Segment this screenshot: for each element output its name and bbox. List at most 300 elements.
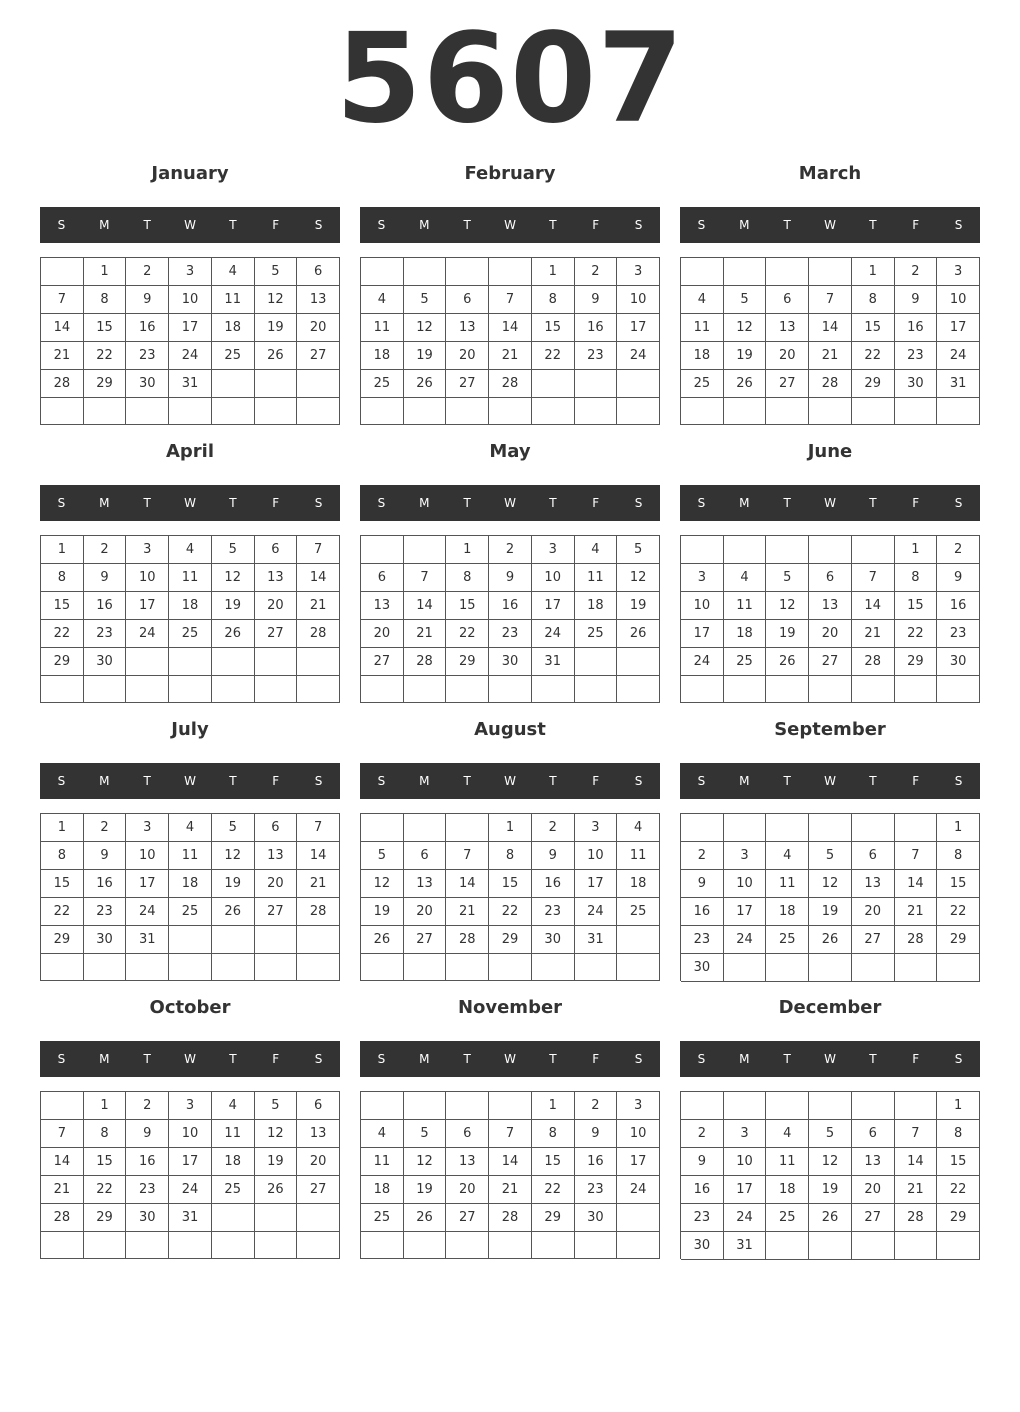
day-cell: 17 xyxy=(126,870,169,898)
weekday-label: F xyxy=(592,218,600,232)
day-cell: 5 xyxy=(404,286,447,314)
day-cell: 11 xyxy=(724,592,767,620)
day-cell xyxy=(681,398,724,425)
day-cell: 20 xyxy=(852,898,895,926)
weekday-label: M xyxy=(419,1052,430,1066)
weekday-label: F xyxy=(912,774,920,788)
day-cell: 20 xyxy=(766,342,809,370)
day-cell xyxy=(895,954,938,982)
day-cell: 26 xyxy=(724,370,767,398)
day-cell xyxy=(361,536,404,564)
day-cell: 28 xyxy=(41,370,84,398)
day-cell: 31 xyxy=(724,1232,767,1260)
day-cell: 25 xyxy=(212,1176,255,1204)
day-cell: 5 xyxy=(404,1120,447,1148)
weekday-label: W xyxy=(184,774,196,788)
day-cell xyxy=(809,398,852,425)
day-cell: 18 xyxy=(681,342,724,370)
day-cell: 1 xyxy=(532,258,575,286)
day-cell: 28 xyxy=(297,620,340,648)
day-cell xyxy=(41,1092,84,1120)
day-cell: 9 xyxy=(575,286,618,314)
day-cell xyxy=(126,648,169,676)
day-cell xyxy=(766,1092,809,1120)
days-grid xyxy=(680,257,980,425)
day-cell: 23 xyxy=(937,620,980,648)
day-cell: 20 xyxy=(297,1148,340,1176)
day-cell: 20 xyxy=(446,342,489,370)
day-cell xyxy=(255,370,298,398)
weekday-label: T xyxy=(229,1052,237,1066)
day-cell xyxy=(852,536,895,564)
weekday-label: W xyxy=(504,218,516,232)
day-cell: 23 xyxy=(681,926,724,954)
day-cell: 22 xyxy=(446,620,489,648)
day-cell xyxy=(809,258,852,286)
day-cell: 1 xyxy=(41,536,84,564)
weekday-label: M xyxy=(739,1052,750,1066)
days-grid xyxy=(680,813,980,981)
day-cell xyxy=(255,954,298,981)
month-name: August xyxy=(474,719,546,740)
day-cell xyxy=(169,926,212,954)
weekday-label: S xyxy=(314,496,323,510)
weekday-label: W xyxy=(504,496,516,510)
day-cell: 30 xyxy=(126,370,169,398)
day-cell xyxy=(489,954,532,981)
day-cell: 18 xyxy=(212,314,255,342)
day-cell: 24 xyxy=(169,342,212,370)
day-cell xyxy=(895,1232,938,1260)
day-cell: 17 xyxy=(532,592,575,620)
day-cell: 30 xyxy=(681,1232,724,1260)
day-cell: 13 xyxy=(255,842,298,870)
day-cell xyxy=(404,676,447,703)
day-cell: 2 xyxy=(895,258,938,286)
month-name: March xyxy=(798,163,862,184)
day-cell: 13 xyxy=(852,1148,895,1176)
day-cell: 2 xyxy=(84,814,127,842)
day-cell: 17 xyxy=(169,314,212,342)
day-cell: 14 xyxy=(297,842,340,870)
day-cell xyxy=(361,398,404,425)
weekday-label: T xyxy=(783,1052,791,1066)
day-cell: 15 xyxy=(84,1148,127,1176)
weekday-label: T xyxy=(229,496,237,510)
day-cell: 26 xyxy=(212,898,255,926)
weekday-header xyxy=(680,207,980,243)
day-cell: 25 xyxy=(169,898,212,926)
day-cell: 13 xyxy=(361,592,404,620)
day-cell: 1 xyxy=(937,1092,980,1120)
day-cell: 28 xyxy=(895,926,938,954)
day-cell: 7 xyxy=(895,842,938,870)
day-cell xyxy=(724,536,767,564)
day-cell: 19 xyxy=(255,314,298,342)
day-cell: 8 xyxy=(446,564,489,592)
day-cell: 31 xyxy=(126,926,169,954)
day-cell xyxy=(532,1232,575,1259)
day-cell: 30 xyxy=(895,370,938,398)
day-cell: 31 xyxy=(169,1204,212,1232)
day-cell xyxy=(169,398,212,425)
day-cell: 18 xyxy=(766,1176,809,1204)
day-cell: 1 xyxy=(852,258,895,286)
day-cell: 15 xyxy=(852,314,895,342)
day-cell xyxy=(361,1232,404,1259)
weekday-label: T xyxy=(549,774,557,788)
day-cell xyxy=(84,954,127,981)
day-cell: 7 xyxy=(895,1120,938,1148)
day-cell xyxy=(255,676,298,703)
day-cell: 26 xyxy=(404,370,447,398)
day-cell xyxy=(809,954,852,982)
day-cell: 12 xyxy=(255,1120,298,1148)
day-cell: 26 xyxy=(255,342,298,370)
day-cell: 3 xyxy=(724,1120,767,1148)
day-cell xyxy=(169,954,212,981)
weekday-header xyxy=(680,763,980,799)
day-cell: 26 xyxy=(809,1204,852,1232)
day-cell: 12 xyxy=(809,870,852,898)
day-cell: 29 xyxy=(446,648,489,676)
day-cell xyxy=(126,398,169,425)
day-cell: 21 xyxy=(852,620,895,648)
day-cell: 21 xyxy=(489,342,532,370)
day-cell: 15 xyxy=(895,592,938,620)
day-cell: 16 xyxy=(84,870,127,898)
weekday-label: T xyxy=(549,1052,557,1066)
weekday-label: S xyxy=(634,218,643,232)
day-cell: 12 xyxy=(255,286,298,314)
month-name: January xyxy=(151,163,229,184)
day-cell xyxy=(84,398,127,425)
day-cell: 22 xyxy=(937,898,980,926)
day-cell xyxy=(41,676,84,703)
day-cell: 2 xyxy=(532,814,575,842)
day-cell: 12 xyxy=(617,564,660,592)
day-cell: 9 xyxy=(489,564,532,592)
weekday-label: T xyxy=(143,218,151,232)
day-cell: 19 xyxy=(212,870,255,898)
weekday-label: M xyxy=(99,496,110,510)
day-cell xyxy=(212,926,255,954)
day-cell: 8 xyxy=(489,842,532,870)
day-cell: 10 xyxy=(724,870,767,898)
day-cell xyxy=(212,1232,255,1259)
day-cell xyxy=(617,926,660,954)
day-cell xyxy=(681,536,724,564)
day-cell: 15 xyxy=(489,870,532,898)
day-cell: 26 xyxy=(766,648,809,676)
day-cell xyxy=(84,676,127,703)
day-cell: 29 xyxy=(84,370,127,398)
day-cell: 11 xyxy=(212,286,255,314)
day-cell: 4 xyxy=(681,286,724,314)
day-cell: 24 xyxy=(724,926,767,954)
weekday-label: W xyxy=(504,1052,516,1066)
day-cell: 10 xyxy=(532,564,575,592)
day-cell: 5 xyxy=(724,286,767,314)
day-cell xyxy=(575,398,618,425)
day-cell: 7 xyxy=(809,286,852,314)
day-cell: 13 xyxy=(297,1120,340,1148)
day-cell: 26 xyxy=(617,620,660,648)
day-cell: 23 xyxy=(84,620,127,648)
day-cell: 29 xyxy=(41,926,84,954)
day-cell: 7 xyxy=(41,1120,84,1148)
day-cell: 23 xyxy=(895,342,938,370)
day-cell: 25 xyxy=(361,1204,404,1232)
day-cell xyxy=(575,676,618,703)
day-cell xyxy=(489,1232,532,1259)
day-cell: 14 xyxy=(446,870,489,898)
day-cell: 3 xyxy=(532,536,575,564)
day-cell: 19 xyxy=(361,898,404,926)
day-cell: 15 xyxy=(532,1148,575,1176)
day-cell: 9 xyxy=(532,842,575,870)
day-cell xyxy=(404,1092,447,1120)
day-cell xyxy=(297,398,340,425)
day-cell: 20 xyxy=(297,314,340,342)
day-cell xyxy=(255,648,298,676)
day-cell: 22 xyxy=(41,620,84,648)
day-cell: 25 xyxy=(212,342,255,370)
weekday-label: W xyxy=(824,496,836,510)
weekday-label: M xyxy=(419,218,430,232)
day-cell: 29 xyxy=(852,370,895,398)
day-cell: 20 xyxy=(255,870,298,898)
weekday-label: T xyxy=(229,218,237,232)
day-cell xyxy=(617,1232,660,1259)
day-cell: 30 xyxy=(937,648,980,676)
weekday-label: T xyxy=(869,218,877,232)
day-cell xyxy=(617,370,660,398)
day-cell xyxy=(169,648,212,676)
day-cell xyxy=(255,926,298,954)
day-cell xyxy=(404,814,447,842)
day-cell xyxy=(724,1092,767,1120)
day-cell: 12 xyxy=(212,842,255,870)
day-cell: 22 xyxy=(852,342,895,370)
day-cell: 23 xyxy=(681,1204,724,1232)
day-cell: 24 xyxy=(937,342,980,370)
day-cell: 19 xyxy=(617,592,660,620)
day-cell: 29 xyxy=(489,926,532,954)
day-cell: 8 xyxy=(895,564,938,592)
weekday-label: M xyxy=(419,774,430,788)
day-cell: 27 xyxy=(852,1204,895,1232)
days-grid xyxy=(360,257,660,425)
day-cell: 5 xyxy=(809,1120,852,1148)
day-cell: 10 xyxy=(617,286,660,314)
day-cell xyxy=(532,676,575,703)
day-cell: 15 xyxy=(84,314,127,342)
day-cell: 9 xyxy=(126,286,169,314)
day-cell: 5 xyxy=(255,258,298,286)
day-cell: 5 xyxy=(766,564,809,592)
day-cell: 25 xyxy=(575,620,618,648)
day-cell xyxy=(212,398,255,425)
weekday-label: T xyxy=(463,218,471,232)
day-cell: 22 xyxy=(84,1176,127,1204)
day-cell: 12 xyxy=(766,592,809,620)
day-cell: 14 xyxy=(297,564,340,592)
day-cell: 15 xyxy=(41,592,84,620)
day-cell: 10 xyxy=(681,592,724,620)
day-cell: 21 xyxy=(489,1176,532,1204)
day-cell xyxy=(297,370,340,398)
day-cell: 23 xyxy=(489,620,532,648)
day-cell xyxy=(766,1232,809,1260)
day-cell: 7 xyxy=(41,286,84,314)
day-cell: 29 xyxy=(41,648,84,676)
day-cell: 8 xyxy=(852,286,895,314)
day-cell xyxy=(126,1232,169,1259)
day-cell: 24 xyxy=(575,898,618,926)
day-cell: 21 xyxy=(41,342,84,370)
weekday-header xyxy=(360,485,660,521)
day-cell: 6 xyxy=(809,564,852,592)
day-cell: 28 xyxy=(41,1204,84,1232)
day-cell: 14 xyxy=(41,1148,84,1176)
weekday-label: F xyxy=(592,496,600,510)
weekday-label: T xyxy=(869,1052,877,1066)
day-cell: 11 xyxy=(212,1120,255,1148)
day-cell xyxy=(809,536,852,564)
day-cell: 16 xyxy=(575,314,618,342)
days-grid xyxy=(40,813,340,981)
day-cell: 6 xyxy=(766,286,809,314)
day-cell xyxy=(532,954,575,981)
weekday-label: T xyxy=(869,496,877,510)
day-cell: 25 xyxy=(617,898,660,926)
weekday-label: S xyxy=(57,496,66,510)
month-name: October xyxy=(149,997,231,1018)
year-title: 5607 xyxy=(335,7,685,151)
day-cell: 9 xyxy=(681,870,724,898)
day-cell: 26 xyxy=(809,926,852,954)
day-cell: 15 xyxy=(41,870,84,898)
day-cell xyxy=(852,954,895,982)
day-cell: 10 xyxy=(575,842,618,870)
day-cell xyxy=(361,814,404,842)
day-cell: 27 xyxy=(297,342,340,370)
weekday-label: W xyxy=(824,1052,836,1066)
month-name: November xyxy=(457,997,563,1018)
day-cell xyxy=(575,648,618,676)
day-cell: 1 xyxy=(446,536,489,564)
day-cell xyxy=(404,258,447,286)
day-cell: 3 xyxy=(169,1092,212,1120)
day-cell: 1 xyxy=(937,814,980,842)
weekday-label: S xyxy=(377,496,386,510)
day-cell: 3 xyxy=(575,814,618,842)
day-cell: 17 xyxy=(937,314,980,342)
weekday-header xyxy=(680,485,980,521)
day-cell: 20 xyxy=(446,1176,489,1204)
day-cell: 30 xyxy=(84,648,127,676)
weekday-label: W xyxy=(184,1052,196,1066)
day-cell: 29 xyxy=(937,926,980,954)
weekday-label: S xyxy=(57,218,66,232)
day-cell: 17 xyxy=(126,592,169,620)
day-cell xyxy=(724,814,767,842)
day-cell: 29 xyxy=(937,1204,980,1232)
day-cell: 7 xyxy=(852,564,895,592)
day-cell: 16 xyxy=(895,314,938,342)
day-cell: 7 xyxy=(404,564,447,592)
day-cell: 23 xyxy=(575,342,618,370)
day-cell: 11 xyxy=(361,1148,404,1176)
day-cell: 31 xyxy=(937,370,980,398)
day-cell: 8 xyxy=(41,842,84,870)
day-cell: 14 xyxy=(489,314,532,342)
day-cell: 22 xyxy=(937,1176,980,1204)
weekday-label: M xyxy=(739,496,750,510)
weekday-label: T xyxy=(783,496,791,510)
day-cell: 4 xyxy=(212,258,255,286)
days-grid xyxy=(40,257,340,425)
weekday-label: S xyxy=(57,1052,66,1066)
day-cell xyxy=(446,814,489,842)
day-cell: 29 xyxy=(84,1204,127,1232)
day-cell xyxy=(575,1232,618,1259)
weekday-label: S xyxy=(57,774,66,788)
day-cell xyxy=(404,954,447,981)
weekday-label: T xyxy=(783,774,791,788)
day-cell: 2 xyxy=(575,258,618,286)
day-cell xyxy=(212,676,255,703)
day-cell xyxy=(212,648,255,676)
day-cell xyxy=(255,398,298,425)
day-cell: 26 xyxy=(404,1204,447,1232)
day-cell xyxy=(937,1232,980,1260)
day-cell: 5 xyxy=(255,1092,298,1120)
day-cell xyxy=(724,676,767,703)
day-cell xyxy=(852,398,895,425)
day-cell xyxy=(766,398,809,425)
day-cell: 4 xyxy=(724,564,767,592)
day-cell: 19 xyxy=(809,1176,852,1204)
day-cell: 6 xyxy=(852,1120,895,1148)
day-cell: 15 xyxy=(446,592,489,620)
day-cell xyxy=(41,954,84,981)
weekday-header xyxy=(680,1041,980,1077)
weekday-label: T xyxy=(463,1052,471,1066)
day-cell: 21 xyxy=(895,1176,938,1204)
day-cell xyxy=(766,814,809,842)
day-cell xyxy=(446,1232,489,1259)
day-cell xyxy=(212,370,255,398)
day-cell: 14 xyxy=(895,870,938,898)
day-cell: 18 xyxy=(169,870,212,898)
day-cell: 4 xyxy=(766,842,809,870)
day-cell: 2 xyxy=(681,1120,724,1148)
day-cell: 4 xyxy=(169,814,212,842)
day-cell xyxy=(361,1092,404,1120)
day-cell xyxy=(297,926,340,954)
day-cell: 20 xyxy=(852,1176,895,1204)
day-cell: 28 xyxy=(895,1204,938,1232)
month-name: September xyxy=(774,719,886,740)
day-cell: 5 xyxy=(809,842,852,870)
days-grid xyxy=(360,1091,660,1259)
day-cell xyxy=(489,398,532,425)
day-cell xyxy=(361,954,404,981)
weekday-label: S xyxy=(634,496,643,510)
weekday-label: T xyxy=(549,218,557,232)
